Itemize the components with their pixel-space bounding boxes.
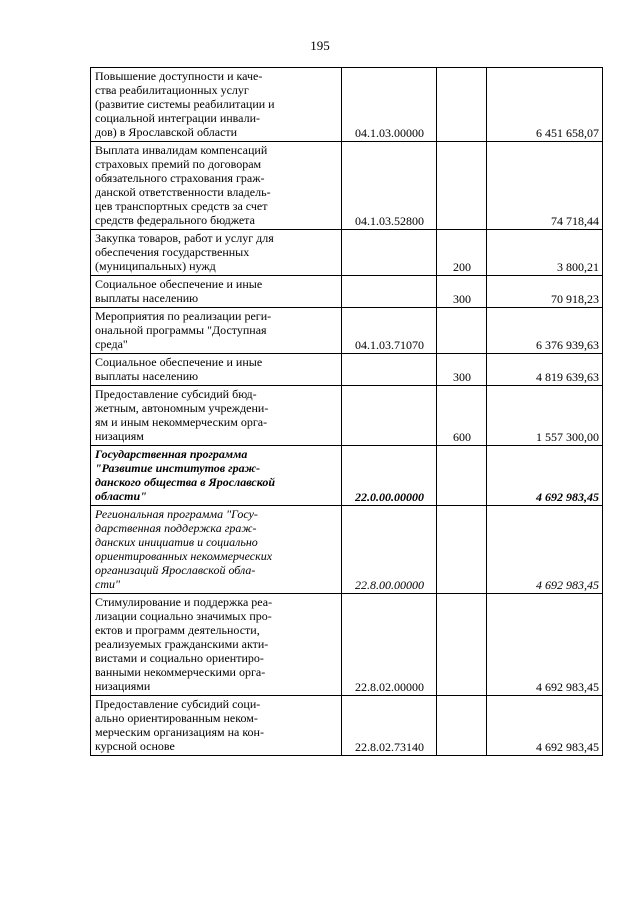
page-number: 195 [310, 38, 330, 53]
row-name-cell: Закупка товаров, работ и услуг для обеспечения государственных (муниципальных) нужд [91, 230, 342, 276]
row-name-cell: Мероприятия по реализации реги- ональной программы "Доступная среда" [91, 308, 342, 354]
row-code-cell [342, 354, 437, 386]
table-row [91, 506, 603, 594]
row-type-cell [437, 446, 487, 506]
row-name-cell: Социальное обеспечение и иные выплаты населению [91, 276, 342, 308]
row-sum-cell: 4 692 983,45 [487, 594, 603, 696]
row-type-cell [437, 68, 487, 142]
row-type-cell [437, 506, 487, 594]
table-row [91, 68, 603, 142]
row-code-cell: 04.1.03.52800 [342, 142, 437, 230]
table-row [91, 230, 603, 276]
row-sum-cell: 74 718,44 [487, 142, 603, 230]
row-code-cell: 22.8.00.00000 [342, 506, 437, 594]
row-code-cell: 04.1.03.00000 [342, 68, 437, 142]
table-row [91, 446, 603, 506]
row-code-cell: 22.0.00.00000 [342, 446, 437, 506]
table-row [91, 594, 603, 696]
row-sum-cell: 4 692 983,45 [487, 506, 603, 594]
row-name-cell: Социальное обеспечение и иные выплаты населению [91, 354, 342, 386]
row-name-cell: Региональная программа "Госу- дарственная поддержка граж- данских инициатив и социально ориентированных некоммерческих организаций Ярославской обла- сти" [91, 506, 342, 594]
row-name-cell: Предоставление субсидий соци- ально ориентированным неком- мерческим организациям на кон- курсной основе [91, 696, 342, 756]
row-type-cell: 600 [437, 386, 487, 446]
row-name-cell: Предоставление субсидий бюд- жетным, автономным учреждени- ям и иным некоммерческим орга- низациям [91, 386, 342, 446]
row-code-cell [342, 386, 437, 446]
row-type-cell [437, 594, 487, 696]
row-sum-cell: 4 819 639,63 [487, 354, 603, 386]
table-row [91, 142, 603, 230]
row-sum-cell: 4 692 983,45 [487, 446, 603, 506]
row-sum-cell: 4 692 983,45 [487, 696, 603, 756]
row-type-cell [437, 696, 487, 756]
row-sum-cell: 70 918,23 [487, 276, 603, 308]
row-type-cell: 300 [437, 354, 487, 386]
table-row [91, 276, 603, 308]
table-row [91, 354, 603, 386]
row-name-cell: Повышение доступности и каче- ства реабилитационных услуг (развитие системы реабилитации и социальной интеграции инвали- дов) в Ярославской области [91, 68, 342, 142]
row-type-cell: 200 [437, 230, 487, 276]
budget-table-body [91, 68, 603, 756]
row-code-cell: 22.8.02.00000 [342, 594, 437, 696]
row-sum-cell: 1 557 300,00 [487, 386, 603, 446]
row-code-cell: 22.8.02.73140 [342, 696, 437, 756]
row-code-cell [342, 276, 437, 308]
row-type-cell [437, 142, 487, 230]
row-sum-cell: 3 800,21 [487, 230, 603, 276]
row-type-cell [437, 308, 487, 354]
row-sum-cell: 6 376 939,63 [487, 308, 603, 354]
row-type-cell: 300 [437, 276, 487, 308]
row-sum-cell: 6 451 658,07 [487, 68, 603, 142]
row-code-cell [342, 230, 437, 276]
row-name-cell: Выплата инвалидам компенсаций страховых премий по договорам обязательного страхования граж- данской ответственности владель- цев транспортных средств за счет средств федерального бюджета [91, 142, 342, 230]
table-row [91, 696, 603, 756]
row-name-cell: Государственная программа "Развитие институтов граж- данского общества в Ярославской области" [91, 446, 342, 506]
table-row [91, 308, 603, 354]
row-code-cell: 04.1.03.71070 [342, 308, 437, 354]
table-row [91, 386, 603, 446]
budget-table [90, 67, 603, 756]
row-name-cell: Стимулирование и поддержка реа- лизации социально значимых про- ектов и программ деятельности, реализуемых гражданскими акти- вистами и социально ориентиро- ванными некоммерческими орга- низациями [91, 594, 342, 696]
